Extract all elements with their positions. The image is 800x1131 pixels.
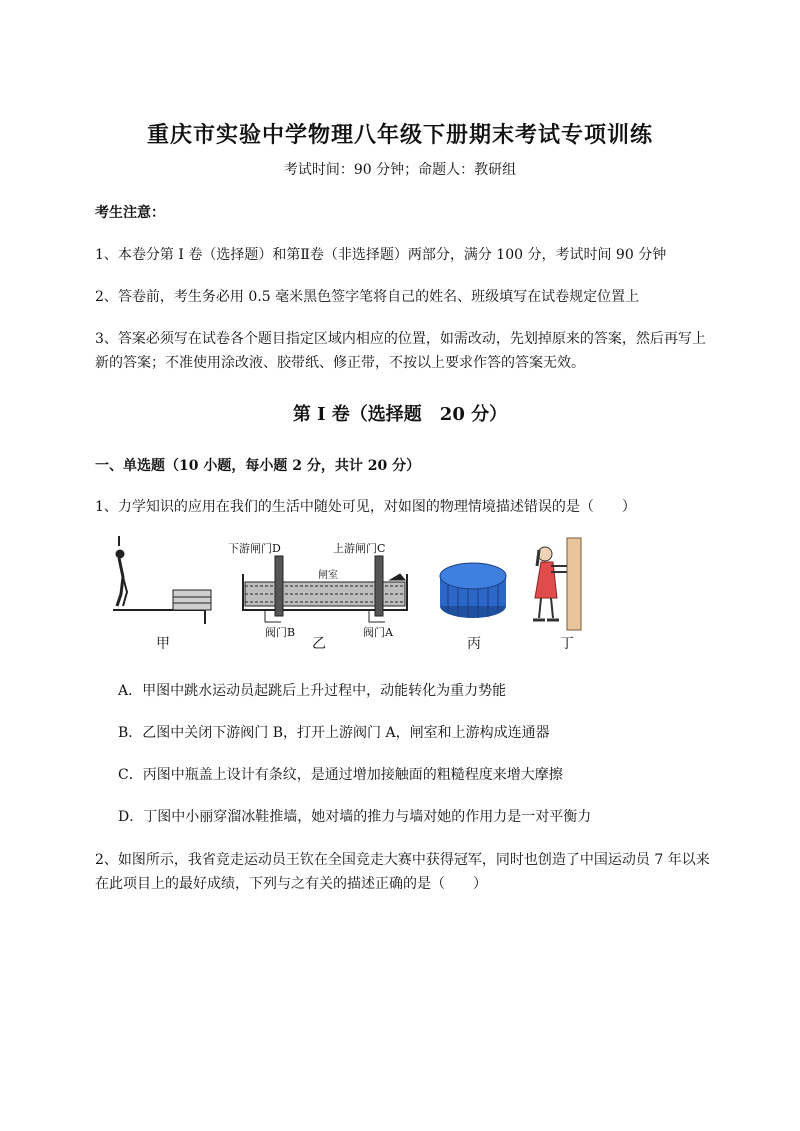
lock-label-chamber: 闸室 <box>318 570 338 581</box>
figure-caption-jia: 甲 <box>156 636 170 652</box>
question-1-option-d: D．丁图中小丽穿溜冰鞋推墙，她对墙的推力与墙对她的作用力是一对平衡力 <box>118 809 592 825</box>
figure-caption-bing: 丙 <box>467 636 481 652</box>
notice-item-1: 1、本卷分第 I 卷（选择题）和第Ⅱ卷（非选择题）两部分，满分 100 分，考试时间 90 分钟 <box>95 247 667 263</box>
question-1-stem: 1、力学知识的应用在我们的生活中随处可见，对如图的物理情境描述错误的是（ ） <box>95 499 636 515</box>
question-1-figure <box>105 532 615 657</box>
lock-label-valve-a: 阀门A <box>363 626 393 639</box>
question-1-option-a: A．甲图中跳水运动员起跳后上升过程中，动能转化为重力势能 <box>118 683 507 699</box>
question-2-stem: 2、如图所示，我省竞走运动员王钦在全国竞走大赛中获得冠军，同时也创造了中国运动员 7 年以来在此项目上的最好成绩，下列与之有关的描述正确的是（ ） <box>95 852 710 892</box>
notice-item-3: 3、答案必须写在试卷各个题目指定区域内相应的位置，如需改动，先划掉原来的答案，然后再写上新的答案；不准使用涂改液、胶带纸、修正带，不按以上要求作答的答案无效。 <box>95 331 706 371</box>
girl-pushing-wall-illustration <box>533 538 581 630</box>
lock-label-downstream-gate: 下游闸门D <box>228 542 281 555</box>
question-1-option-c: C．丙图中瓶盖上设计有条纹，是通过增加接触面的粗糙程度来增大摩擦 <box>118 767 563 783</box>
section-title: 第 I 卷（选择题 20 分） <box>292 404 508 425</box>
page-title: 重庆市实验中学物理八年级下册期末考试专项训练 <box>146 122 653 148</box>
part-heading: 一、单选题（10 小题，每小题 2 分，共计 20 分） <box>95 458 421 474</box>
figure-caption-ding: 丁 <box>560 636 574 652</box>
notice-heading: 考生注意： <box>95 205 165 221</box>
bottle-cap-illustration <box>440 563 506 618</box>
page-subtitle: 考试时间：90 分钟；命题人：教研组 <box>283 162 517 178</box>
question-1-option-b: B．乙图中关闭下游阀门 B，打开上游阀门 A，闸室和上游构成连通器 <box>118 725 550 741</box>
lock-label-valve-b: 阀门B <box>265 626 296 639</box>
figure-caption-yi: 乙 <box>312 636 326 652</box>
lock-label-upstream-gate: 上游闸门C <box>333 542 386 555</box>
ship-lock-illustration <box>228 541 407 639</box>
diver-illustration <box>113 536 211 624</box>
notice-item-2: 2、答卷前，考生务必用 0.5 毫米黑色签字笔将自己的姓名、班级填写在试卷规定位置上 <box>95 289 640 305</box>
